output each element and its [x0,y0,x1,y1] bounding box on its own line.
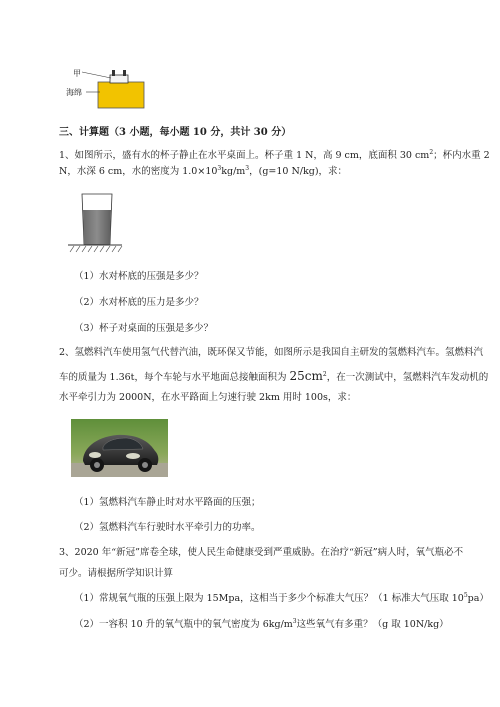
q3-line1: 3、2020 年“新冠”席卷全球，使人民生命健康受到严重威胁。在治疗“新冠”病人时，氧气瓶必不 [59,547,464,558]
sponge-rect [98,82,144,108]
q3-sub1a: （1）常规氧气瓶的压强上限为 15Mpa，这相当于多少个标准大气压？（1 标准大气压取 10 [74,593,464,604]
q3-sub1 [74,592,489,605]
q3-sub1-sup: 5 [463,591,468,599]
block-leg-right [123,70,126,76]
q2-line3: 水平牵引力为 2000N，在水平路面上匀速行驶 2km 用时 100s，求： [59,392,357,403]
jia-pointer-line [82,72,111,78]
q1-line1-tail: ；杯内水重 2 [433,150,490,161]
car-headlight-left [89,452,101,458]
cup-water [83,210,111,244]
q1-line1-sup: 2 [429,148,434,156]
q1-sub1: （1）水对杯底的压强是多少？ [74,271,204,282]
q2-line2a: 车的质量为 1.36t，每个车轮与水平地面总接触面积为 [59,372,287,383]
q1-line1-text: 1、如图所示，盛有水的杯子静止在水平桌面上。杯子重 1 N，高 9 cm，底面积 30 cm [59,150,430,161]
block-leg-left [112,70,115,76]
q1-sub2: （2）水对杯底的压力是多少？ [74,297,204,308]
q2-sub1: （1）氢燃料汽车静止时对水平路面的压强； [74,497,261,508]
q1-line2b: kg/m [221,166,246,177]
block-jia [110,75,128,83]
car-headlight-right [126,453,140,459]
q2-line1: 2、氢燃料汽车使用氢气代替汽油，既环保又节能，如图所示是我国自主研发的氢燃料汽车。氢燃料汽 [59,347,484,358]
hydrogen-car-image [71,419,168,477]
q1-line2a: N，水深 6 cm，水的密度为 1.0×10 [59,166,218,177]
cup-diagram [64,192,124,254]
q3-sub2 [74,618,449,631]
q1-line2 [59,165,347,178]
section-title: 三、计算题（3 小题，每小题 10 分，共计 30 分） [59,127,292,138]
q2-area-sup: 2 [322,370,327,378]
q3-sub2b: 这些氧气有多重？（g 取 10N/kg） [296,619,449,630]
q3-sub2a: （2）一容积 10 升的氧气瓶中的氧气密度为 6kg/m [74,619,293,630]
q3-sub2-sup: 3 [292,617,297,625]
q2-line2b: ，在一次测试中，氢燃料汽车发动机的 [326,372,489,383]
q1-line2-sup2: 3 [245,164,250,172]
q1-sub3: （3）杯子对桌面的压强是多少？ [74,323,214,334]
q3-line2: 可少。请根据所学知识计算 [59,568,174,579]
q1-line2c: ，(g=10 N/kg)，求： [249,166,348,177]
q2-sub2: （2）氢燃料汽车行驶时水平牵引力的功率。 [74,522,261,533]
q3-sub1b: pa） [467,593,489,604]
q1-line1 [59,149,490,162]
figure-label-haimian: 海绵 [66,88,82,97]
q2-line2 [59,370,488,384]
cup-figure [64,192,124,254]
figure-label-jia: 甲 [73,69,81,78]
q2-area: 25cm [289,369,323,383]
table-hatching [70,246,122,252]
car-photo [71,419,168,477]
q1-line2-sup: 3 [217,164,222,172]
